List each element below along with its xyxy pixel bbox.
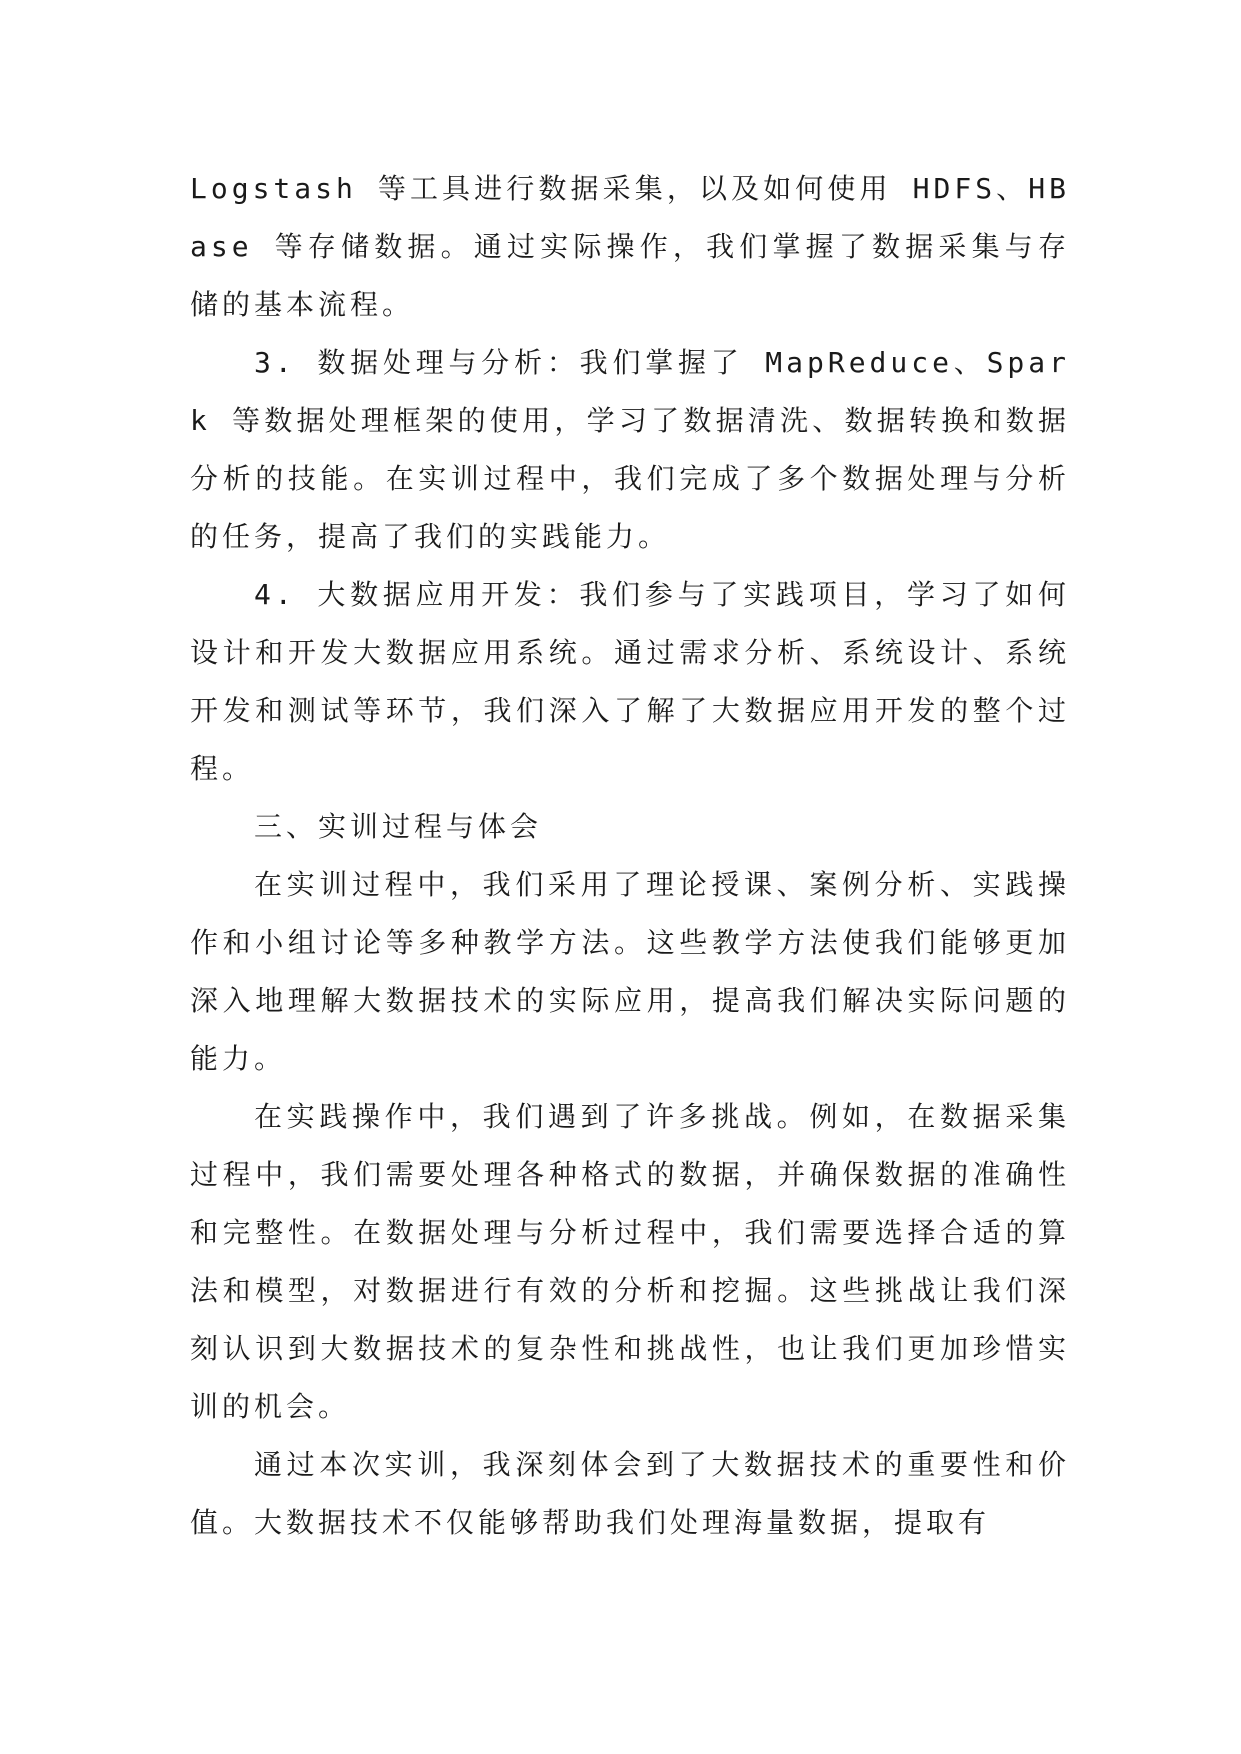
paragraph-3: 4. 大数据应用开发：我们参与了实践项目，学习了如何设计和开发大数据应用系统。通过需求分析、系统设计、系统开发和测试等环节，我们深入了解了大数据应用开发的整个过程。 — [190, 578, 1070, 785]
paragraph-5: 在实践操作中，我们遇到了许多挑战。例如，在数据采集过程中，我们需要处理各种格式的数据，并确保数据的准确性和完整性。在数据处理与分析过程中，我们需要选择合适的算法和模型，对数据进行有效的分析和挖掘。这些挑战让我们深刻认识到大数据技术的复杂性和挑战性，也让我们更加珍惜实训的机会。 — [190, 1100, 1070, 1423]
document-body — [190, 160, 1070, 1552]
paragraph-4: 在实训过程中，我们采用了理论授课、案例分析、实践操作和小组讨论等多种教学方法。这些教学方法使我们能够更加深入地理解大数据技术的实际应用，提高我们解决实际问题的能力。 — [190, 868, 1070, 1075]
paragraph-1: Logstash 等工具进行数据采集，以及如何使用 HDFS、HBase 等存储数据。通过实际操作，我们掌握了数据采集与存储的基本流程。 — [190, 172, 1070, 321]
paragraph-2: 3. 数据处理与分析：我们掌握了 MapReduce、Spark 等数据处理框架的使用，学习了数据清洗、数据转换和数据分析的技能。在实训过程中，我们完成了多个数据处理与分析的任务，提高了我们的实践能力。 — [190, 346, 1070, 553]
section-heading: 三、实训过程与体会 — [254, 810, 543, 843]
paragraph-6: 通过本次实训，我深刻体会到了大数据技术的重要性和价值。大数据技术不仅能够帮助我们处理海量数据，提取有 — [190, 1448, 1070, 1539]
